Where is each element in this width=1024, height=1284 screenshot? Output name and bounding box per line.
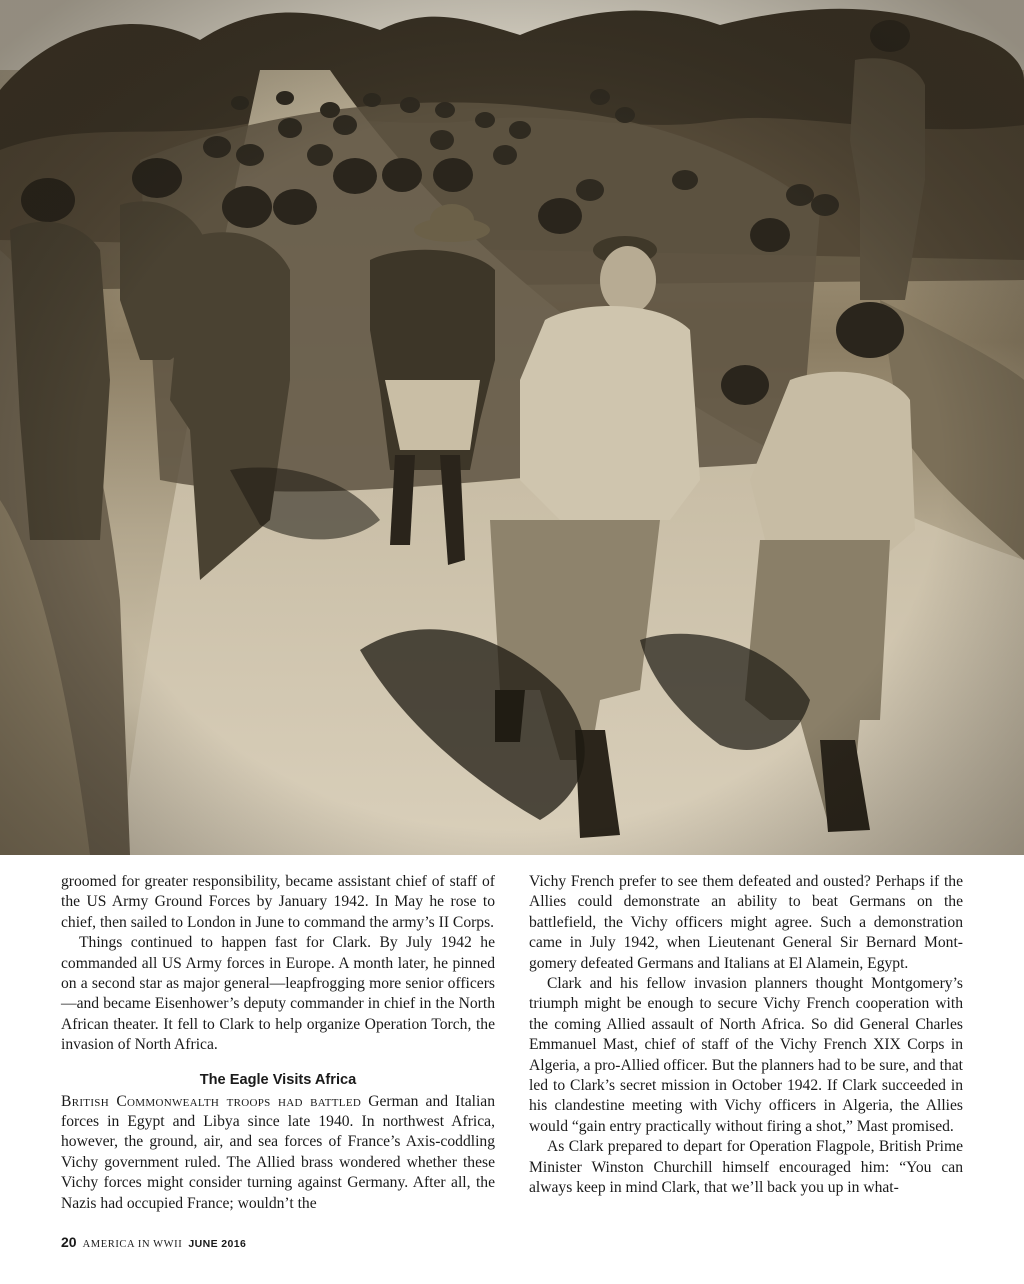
right-paragraph-1: Vichy French prefer to see them defeated and ousted? Perhaps if the Allies could demonstrate an ability to beat Germans on the battlefield, the Vichy officers might agree. Such a demonstration came in July 1942, when Lieutenant General Sir Bernard Montgomery defeated Germans and Italians at El Alamein, Egypt.: [529, 873, 963, 972]
left-paragraph-3: [61, 1092, 495, 1214]
right-paragraph-2: Clark and his fellow invasion planners thought Montgomery’s triumph might be enough to secure Vichy French cooperation with the coming Allied assault of North Africa. So did General Charles Emmanuel Mast, chief of staff of the Vichy French XIX Corps in Algeria, a pro-Allied officer. But the planners had to be sure, and that led to Clark’s secret mission in October 1942. If Clark succeeded in his clandestine meeting with Vichy officers in Algeria, the Allies would “gain entry practically without firing a shot,” Mast promised.: [529, 975, 963, 1135]
section-subheading: The Eagle Visits Africa: [199, 1071, 357, 1088]
left-paragraph-2: Things continued to happen fast for Clark. By July 1942 he commanded all US Army forces in Europe. A month later, he pinned on a second star as major general—leapfrogging more senior officers—and became Eisenhower’s deputy commander in chief in the North African theater. It fell to Clark to help organize Operation Torch, the invasion of North Africa.: [61, 934, 495, 1054]
page-footer: [61, 1234, 246, 1250]
left-paragraph-1: groomed for greater responsibility, became assistant chief of staff of the US Army Ground Forces by January 1942. In May he rose to chief, then sailed to London in June to command the army’s II Corps.: [61, 873, 495, 931]
issue-date: JUNE 2016: [188, 1238, 247, 1250]
left-paragraph-3-body: German and Italian forces in Egypt and Libya since late 1940. In northwest Africa, however, the ground, air, and sea forces of France’s Axis-coddling Vichy government ruled. The Allied brass wondered whether these Vichy forces might consider turning against Germany. After all, the Nazis had occupied France; wouldn’t the: [61, 1092, 495, 1212]
right-text-column: [529, 872, 963, 1199]
left-text-column: [61, 872, 495, 1214]
magazine-name: AMERICA IN WWII: [82, 1239, 183, 1250]
page-number: 20: [61, 1234, 77, 1250]
lead-in-smallcaps: British Commonwealth troops had battled: [61, 1092, 362, 1110]
right-paragraph-3: As Clark prepared to depart for Operation Flagpole, British Prime Minister Winston Churchill himself encouraged him: “You can always keep in mind Clark, that we’ll back you up in what-: [529, 1138, 963, 1197]
